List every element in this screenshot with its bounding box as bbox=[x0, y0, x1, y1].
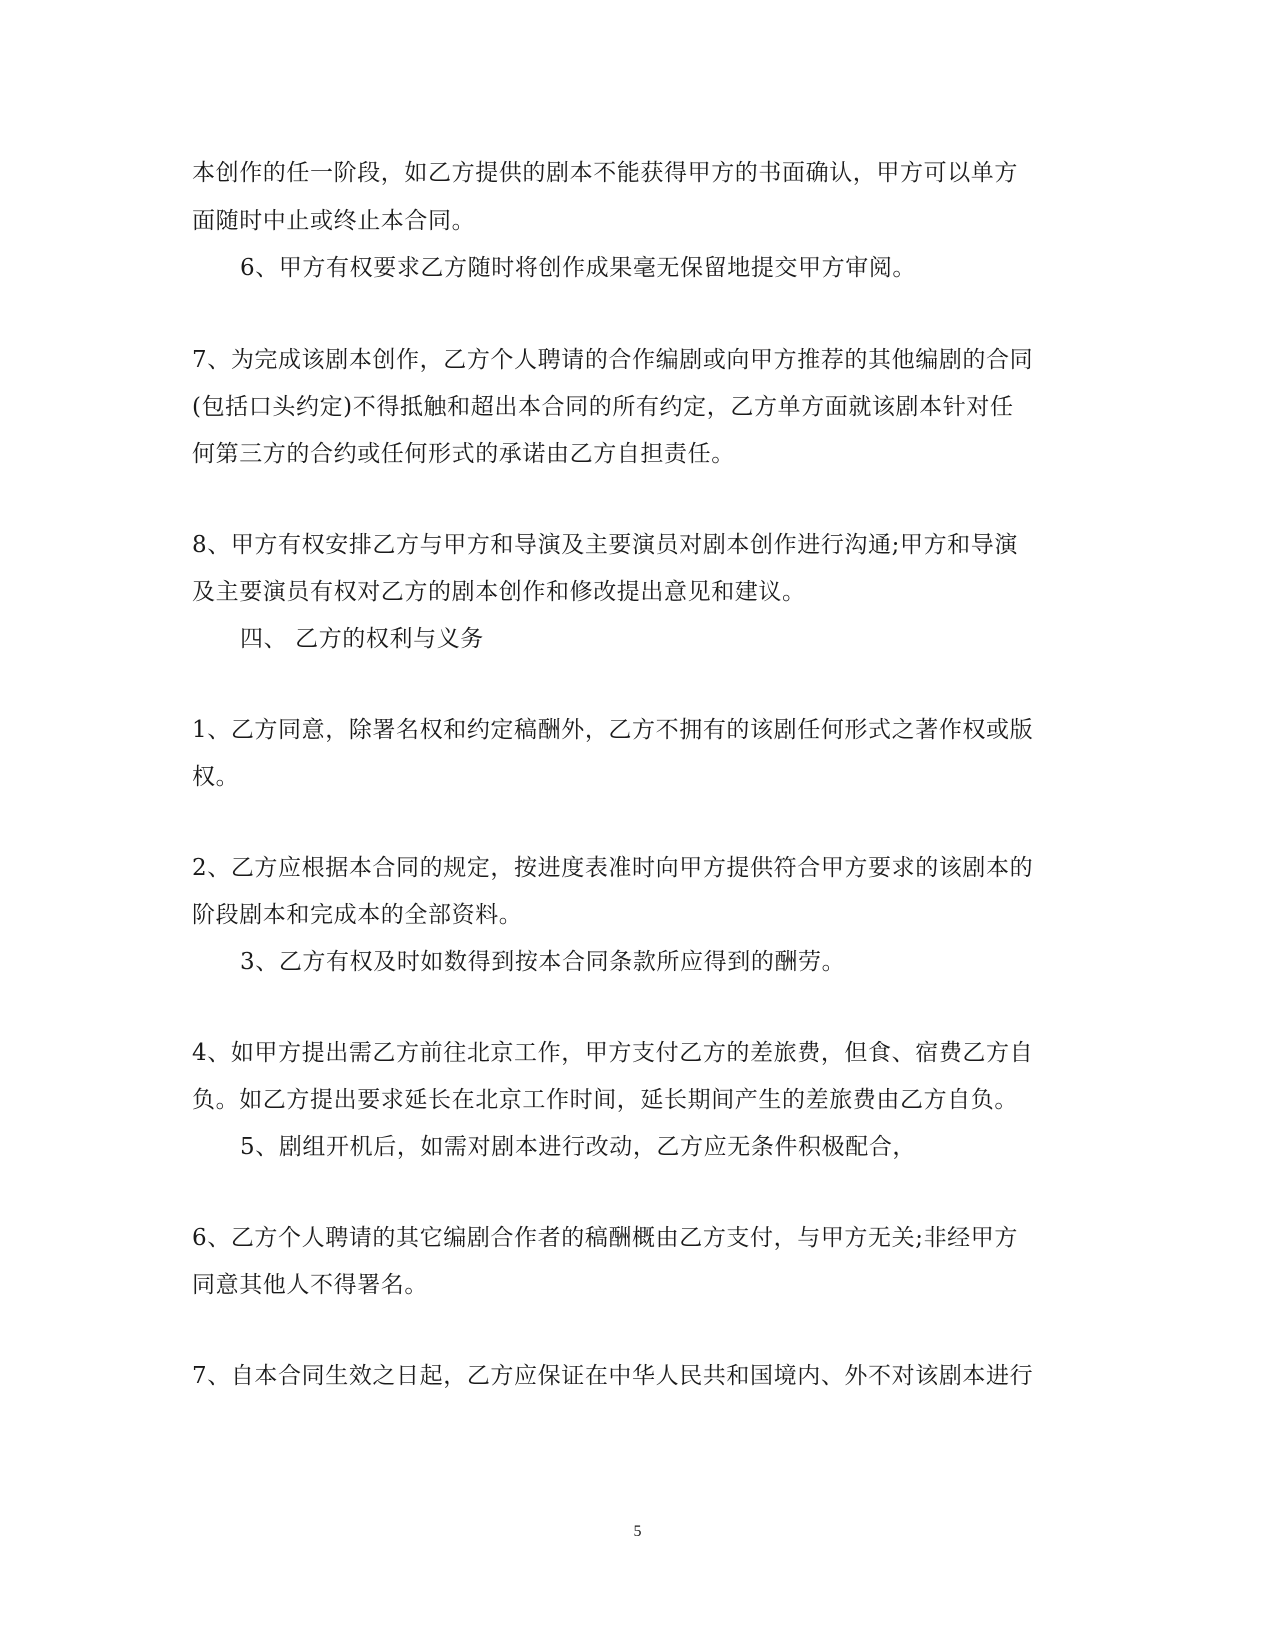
text-line: 面随时中止或终止本合同。 bbox=[192, 208, 476, 234]
clause-a-6: 6、甲方有权要求乙方随时将创作成果毫无保留地提交甲方审阅。 bbox=[240, 255, 917, 281]
text-line: 本创作的任一阶段，如乙方提供的剧本不能获得甲方的书面确认，甲方可以单方 bbox=[192, 160, 1018, 186]
clause-b-4: 4、如甲方提出需乙方前往北京工作，甲方支付乙方的差旅费，但食、宿费乙方自 bbox=[192, 1040, 1034, 1066]
text-line: (包括口头约定)不得抵触和超出本合同的所有约定，乙方单方面就该剧本针对任 bbox=[192, 394, 1014, 420]
text-line: 阶段剧本和完成本的全部资料。 bbox=[192, 902, 523, 928]
text-line: 权。 bbox=[192, 764, 240, 790]
clause-a-7: 7、为完成该剧本创作，乙方个人聘请的合作编剧或向甲方推荐的其他编剧的合同 bbox=[192, 347, 1034, 373]
clause-b-2: 2、乙方应根据本合同的规定，按进度表准时向甲方提供符合甲方要求的该剧本的 bbox=[192, 855, 1034, 881]
text-line: 同意其他人不得署名。 bbox=[192, 1272, 428, 1298]
clause-b-1: 1、乙方同意，除署名权和约定稿酬外，乙方不拥有的该剧任何形式之著作权或版 bbox=[192, 717, 1034, 743]
clause-b-5: 5、剧组开机后，如需对剧本进行改动，乙方应无条件积极配合， bbox=[240, 1134, 917, 1160]
clause-b-6: 6、乙方个人聘请的其它编剧合作者的稿酬概由乙方支付，与甲方无关;非经甲方 bbox=[192, 1225, 1018, 1251]
page-number: 5 bbox=[633, 1523, 642, 1540]
clause-a-8: 8、甲方有权安排乙方与甲方和导演及主要演员对剧本创作进行沟通;甲方和导演 bbox=[192, 532, 1018, 558]
text-line: 及主要演员有权对乙方的剧本创作和修改提出意见和建议。 bbox=[192, 579, 806, 605]
section-heading-4: 四、 乙方的权利与义务 bbox=[240, 626, 484, 652]
text-line: 何第三方的合约或任何形式的承诺由乙方自担责任。 bbox=[192, 441, 735, 467]
clause-b-7: 7、自本合同生效之日起，乙方应保证在中华人民共和国境内、外不对该剧本进行 bbox=[192, 1363, 1034, 1389]
text-line: 负。如乙方提出要求延长在北京工作时间，延长期间产生的差旅费由乙方自负。 bbox=[192, 1087, 1018, 1113]
clause-b-3: 3、乙方有权及时如数得到按本合同条款所应得到的酬劳。 bbox=[240, 949, 846, 975]
